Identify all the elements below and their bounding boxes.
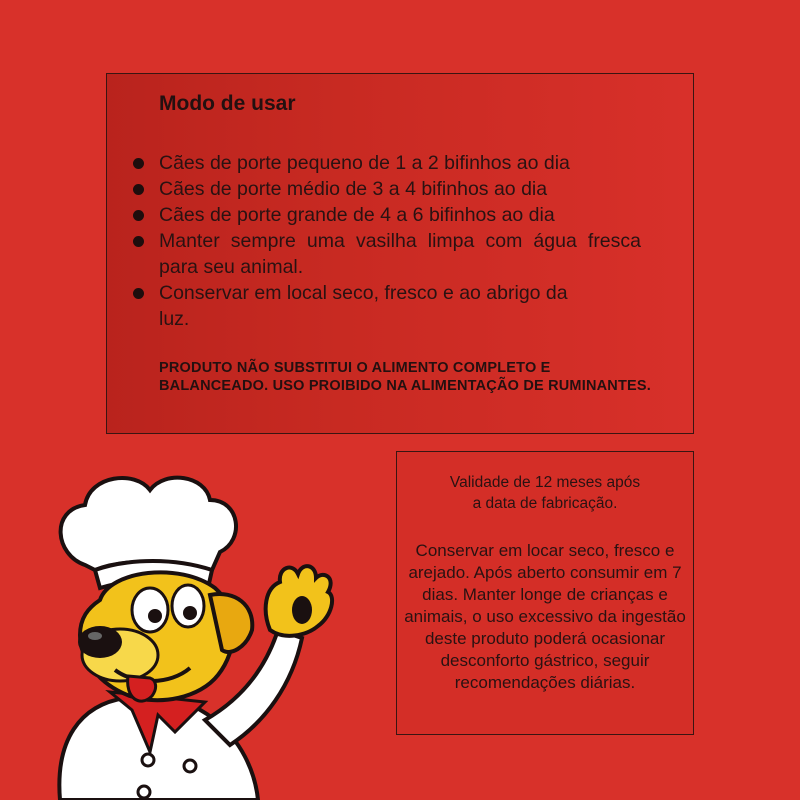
bullet-icon (133, 158, 144, 169)
warning-text: PRODUTO NÃO SUBSTITUI O ALIMENTO COMPLETO E BALANCEADO. USO PROIBIDO NA ALIMENTAÇÃO DE RUMINANTES. (159, 360, 651, 394)
usage-item-text: Manter sempre uma vasilha limpa com água fresca para seu animal. (159, 230, 641, 278)
usage-item (133, 280, 663, 332)
bullet-icon (133, 184, 144, 195)
usage-item-text: Cães de porte médio de 3 a 4 bifinhos ao dia (159, 178, 548, 200)
usage-item (133, 202, 663, 228)
usage-item-text: Cães de porte pequeno de 1 a 2 bifinhos ao dia (159, 152, 570, 174)
chef-dog-mascot-icon (40, 470, 340, 800)
usage-list (133, 150, 663, 332)
usage-item (133, 150, 663, 176)
bullet-icon (133, 210, 144, 221)
bullet-icon (133, 288, 144, 299)
validity-text: Validade de 12 meses após a data de fabricação. (449, 474, 641, 512)
usage-item-text: Cães de porte grande de 4 a 6 bifinhos ao dia (159, 204, 555, 226)
usage-item (133, 228, 663, 280)
usage-item (133, 176, 663, 202)
bullet-icon (133, 236, 144, 247)
storage-text: Conservar em locar seco, fresco e arejado. Após aberto consumir em 7 dias. Manter longe de crianças e animais, o uso excessivo da ingestão deste produto poderá ocasionar desconforto gástrico, seguir recomendações diárias. (404, 541, 686, 692)
usage-item-text: Conservar em local seco, fresco e ao abrigo da luz. (159, 282, 568, 330)
usage-title: Modo de usar (159, 92, 296, 115)
validity-panel (396, 451, 694, 735)
usage-panel (106, 73, 694, 434)
